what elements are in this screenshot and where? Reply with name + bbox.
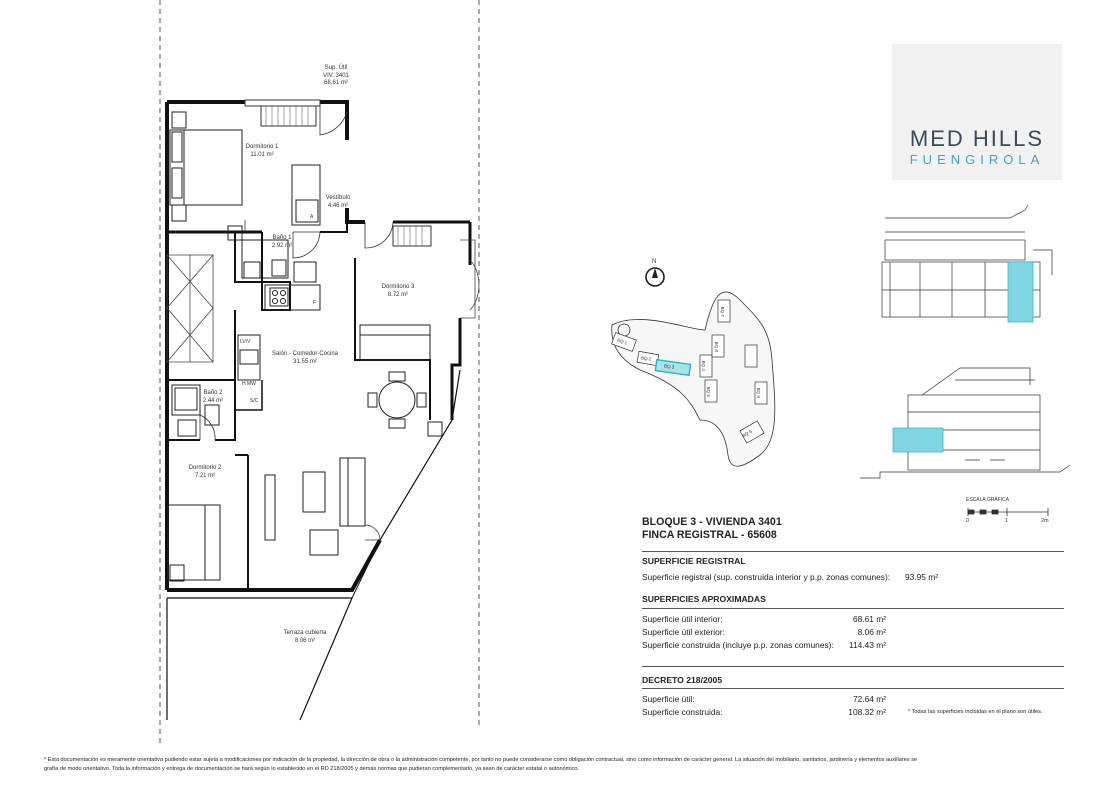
graphic-scale-bar (968, 508, 1048, 516)
brand-name: MED HILLS (909, 126, 1045, 151)
room-name: Dormitorio 3 (381, 284, 415, 290)
scale-tick-0: 0 (966, 518, 970, 524)
fixture-label-hmw: H MW (242, 381, 256, 387)
north-arrow-label: N (652, 259, 657, 265)
room-area: 11.01 m² (250, 151, 274, 158)
room-area: 2.92 m² (271, 242, 293, 249)
divider (642, 688, 1064, 689)
unit-label-line1: Sup. Útil (324, 65, 348, 71)
block-label-bq3: BQ 3 (663, 363, 675, 370)
block-label-bq9: BQ 9 (755, 387, 761, 398)
room-label-bano-1 (262, 235, 302, 250)
room-label-bano-2 (195, 390, 231, 405)
fixture-label-lvv: LV/V (240, 339, 251, 345)
registral-label: Superficie registral (sup. construida interior y p.p. zonas comunes): (642, 572, 891, 582)
block-label-bq8: BQ 8 (713, 341, 719, 352)
aprox-value: 114.43 m² (848, 640, 886, 650)
aprox-label: Superficie útil exterior: (642, 627, 725, 637)
unit-total-label (306, 65, 366, 88)
scale-title: ESCALA GRÁFICA (966, 497, 1010, 503)
block-label-bq5: BQ 5 (705, 386, 711, 397)
decreto-label: Superficie útil: (642, 694, 695, 704)
fixture-label-f: F (313, 300, 317, 306)
decreto-value: 108.32 m² (848, 707, 886, 717)
aprox-label: Superficie útil interior: (642, 614, 723, 624)
building-section-view (860, 368, 1070, 478)
room-label-vestibulo (313, 195, 363, 210)
aprox-label: Superficie construida (incluye p.p. zonas comunes): (642, 640, 834, 650)
unit-title: BLOQUE 3 - VIVIENDA 3401 (642, 516, 782, 528)
brand-city: FUENGIROLA (909, 152, 1045, 167)
furniture (168, 112, 442, 581)
disclaimer-line-2: grafía de modo orientativo. Toda la información y entrega de documentación se hará según lo establecido en el RD 218/2005 y demás normas que pudieran complementarlo, ya sean de carácter estatal o autonómico. (44, 766, 580, 772)
room-label-dormitorio-1 (232, 144, 292, 159)
scale-tick-1: 1 (1005, 518, 1009, 524)
scale-tick-2: 2m (1041, 518, 1049, 524)
divider (642, 666, 1064, 667)
brand-logo (892, 44, 1062, 180)
room-name: Dormitorio 1 (245, 144, 279, 150)
room-name: Terraza cubierta (283, 630, 327, 636)
building-plan-view (882, 205, 1052, 322)
aprox-heading: SUPERFICIES APROXIMADAS (642, 594, 766, 604)
room-name: Baño 2 (203, 390, 223, 396)
site-key-plan (612, 268, 775, 466)
surface-note: * Todas las superficies incluidas en el plano son útiles. (908, 709, 1043, 715)
room-name: Salón - Comedor-Cocina (271, 351, 339, 357)
unit-label-line2: VIV. 3401 (323, 72, 349, 79)
room-name: Vestíbulo (325, 195, 351, 201)
room-label-salon (265, 351, 345, 366)
room-area: 2.44 m² (202, 397, 224, 404)
room-area: 7.21 m² (194, 472, 216, 479)
registral-heading: SUPERFICIE REGISTRAL (642, 556, 746, 566)
aprox-value: 68.61 m² (852, 614, 886, 624)
room-label-dormitorio-2 (180, 465, 230, 480)
block-label-bq7: BQ 7 (719, 306, 725, 317)
fixture-label-sc: S/C (250, 398, 259, 404)
divider (642, 608, 1064, 609)
room-name: Dormitorio 2 (188, 465, 222, 471)
registral-value: 93.95 m² (905, 572, 939, 582)
room-area: 4.46 m² (327, 202, 349, 209)
decreto-label: Superficie construida: (642, 707, 723, 717)
windows (245, 100, 431, 246)
room-area: 8.06 m² (294, 637, 316, 644)
decreto-value: 72.64 m² (852, 694, 886, 704)
room-area: 8.72 m² (387, 291, 409, 298)
block-label-bq6: BQ 6 (741, 428, 753, 439)
room-name: Baño 1 (272, 235, 292, 241)
legal-disclaimer (44, 756, 1064, 774)
disclaimer-line-1: * Esta documentación es meramente orientativa pudiendo estar sujeta a modificaciones por indicación de la propiedad, la dirección de obra o la administración competente, por tanto no puede considerarse como obligación contractual, sino como información de carácter general. La situación del mobiliario, sanitarios, jardinería y elementos auxiliares se (44, 757, 918, 763)
exterior-planters (167, 240, 479, 362)
finca-title: FINCA REGISTRAL - 65608 (642, 529, 777, 541)
block-label-bq1: BQ 1 (616, 337, 628, 346)
unit-label-line3: 68.61 m² (324, 80, 348, 86)
divider (642, 551, 1064, 552)
decreto-heading: DECRETO 218/2005 (642, 675, 723, 685)
room-label-terraza (270, 630, 340, 645)
fixture-label-a: A (310, 214, 314, 220)
room-label-dormitorio-3 (368, 284, 428, 299)
block-label-bq2: BQ 2 (640, 355, 652, 362)
block-label-bq4: BQ 4 (700, 360, 706, 371)
aprox-value: 8.06 m² (857, 627, 886, 637)
room-area: 31.55 m² (293, 358, 317, 365)
window-hatch (266, 106, 422, 246)
